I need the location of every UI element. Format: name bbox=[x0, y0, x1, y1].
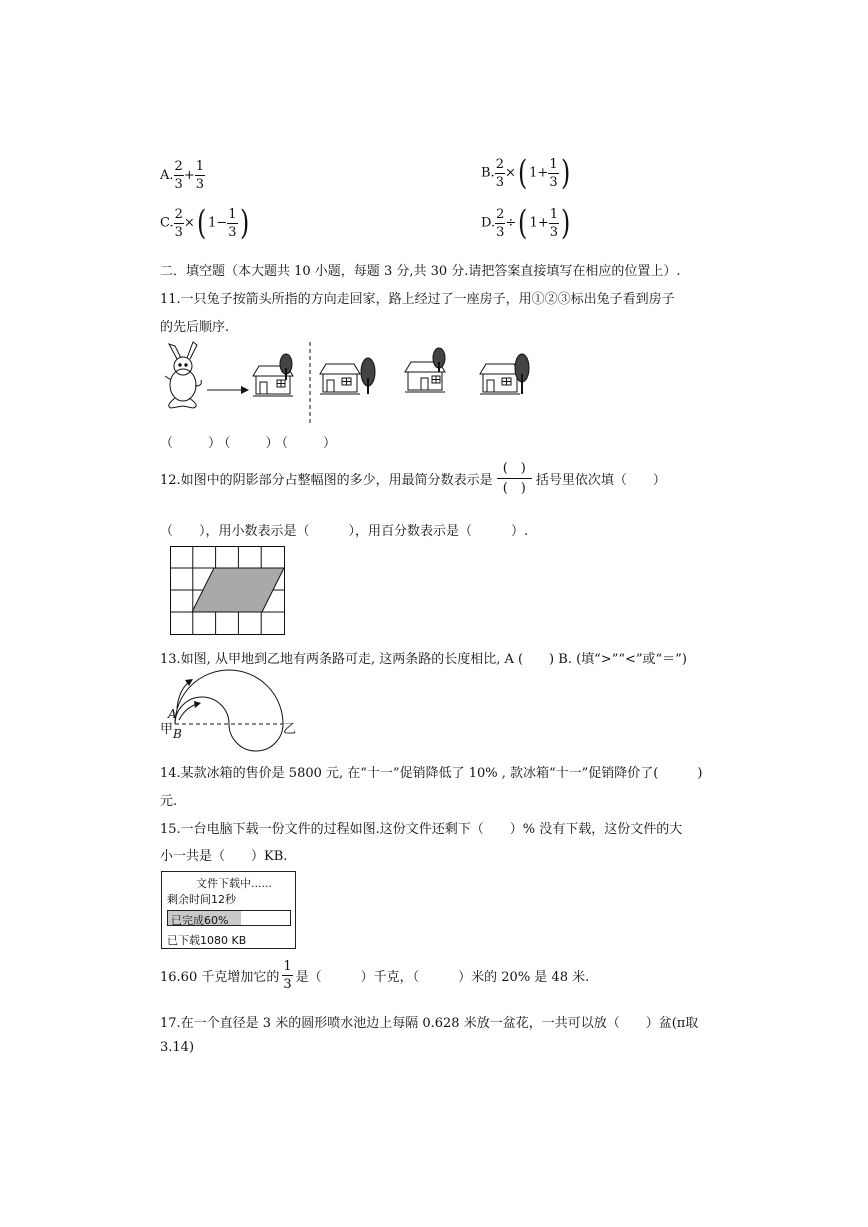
q16-line: 16.60 千克增加它的 $\frac{1}{3}$ 是（ ）千克，（ ）米的 20% 是 48 米. bbox=[160, 959, 590, 992]
fraction: $\frac{1}{3}$ bbox=[195, 159, 204, 192]
fraction: $\frac{1}{3}$ bbox=[228, 206, 237, 240]
option-d: D. $\frac{2}{3}$ ÷( 1+ $\frac{1}{3}$ ) bbox=[481, 203, 571, 243]
q15-line1: 15.一台电脑下载一份文件的过程如图.这份文件还剩下（ ）% 没有下载，这份文件的大 bbox=[160, 822, 683, 837]
q13-path-figure bbox=[155, 668, 305, 758]
progress-label: 已完成60% bbox=[171, 914, 229, 927]
q11-line1: 11.一只兔子按箭头所指的方向走回家，路上经过了一座房子，用①②③标出兔子看到房子 bbox=[160, 292, 675, 307]
house-icon bbox=[320, 358, 375, 394]
path-a bbox=[175, 670, 283, 724]
shaded-parallelogram bbox=[192, 568, 284, 612]
q12-line2: （ ），用小数表示是（ ），用百分数表示是（ ）. bbox=[160, 524, 529, 539]
progress-bar bbox=[167, 910, 291, 926]
q17-line2: 3.14) bbox=[160, 1040, 195, 1055]
q12-line1: 12.如图中的阴影部分占整幅图的多少，用最简分数表示是 $\frac{( )}{( )}$ 括号里依次填（ ） bbox=[160, 461, 666, 496]
q13-text: 13.如图, 从甲地到乙地有两条路可走, 这两条路的长度相比, A ( ) B. (填“>”“<”或“＝”) bbox=[160, 652, 687, 667]
fraction: $\frac{1}{3}$ bbox=[549, 206, 558, 240]
label-a: A bbox=[168, 707, 177, 721]
fraction: $\frac{2}{3}$ bbox=[496, 206, 505, 240]
house-icon bbox=[253, 354, 293, 396]
rabbit-icon bbox=[165, 342, 201, 408]
fraction: $\frac{1}{3}$ bbox=[549, 156, 558, 190]
fraction: $\frac{2}{3}$ bbox=[174, 159, 183, 192]
q14-line2: 元. bbox=[160, 794, 178, 809]
download-dialog bbox=[161, 871, 296, 949]
remaining-time: 剩余时间12秒 bbox=[167, 893, 236, 906]
dialog-title: 文件下载中...... bbox=[196, 877, 272, 890]
house-icon bbox=[405, 348, 445, 392]
q11-line2: 的先后顺序. bbox=[160, 320, 230, 335]
q12-grid-figure bbox=[170, 546, 288, 638]
option-a: A. $\frac{2}{3}$ + $\frac{1}{3}$ bbox=[160, 159, 204, 192]
fraction: $\frac{2}{3}$ bbox=[495, 156, 504, 190]
q11-figure bbox=[155, 340, 535, 425]
q14-line1: 14.某款冰箱的售价是 5800 元, 在“十一”促销降低了 10% , 款冰箱“十一”促销降价了( ) bbox=[160, 766, 703, 781]
arrow-right-icon bbox=[207, 386, 249, 394]
downloaded-size: 已下载1080 KB bbox=[167, 934, 247, 947]
option-c: C. $\frac{2}{3}$ ×( 1− $\frac{1}{3}$ ) bbox=[160, 203, 249, 243]
fraction: $\frac{2}{3}$ bbox=[174, 206, 183, 240]
label-yi: 乙 bbox=[283, 722, 297, 737]
fraction: $\frac{1}{3}$ bbox=[283, 959, 292, 992]
path-b-lower bbox=[229, 724, 283, 751]
house-icon bbox=[480, 354, 529, 394]
option-b: B. $\frac{2}{3}$ ×( 1+ $\frac{1}{3}$ ) bbox=[481, 153, 570, 193]
q17-line1: 17.在一个直径是 3 米的圆形喷水池边上每隔 0.628 米放一盆花，一共可以放（ ）盆(π取 bbox=[160, 1016, 699, 1031]
label-b: B bbox=[173, 727, 182, 741]
q15-line2: 小一共是（ ）KB. bbox=[160, 849, 288, 864]
answer-fraction[interactable]: $\frac{( )}{( )}$ bbox=[497, 462, 532, 495]
q11-blanks[interactable]: （ ）（ ）（ ） bbox=[160, 436, 340, 451]
path-b-upper bbox=[175, 697, 229, 724]
label-jia: 甲 bbox=[160, 722, 174, 737]
section-heading: 二．填空题（本大题共 10 小题，每题 3 分,共 30 分.请把答案直接填写在相应的位置上）. bbox=[160, 264, 681, 279]
